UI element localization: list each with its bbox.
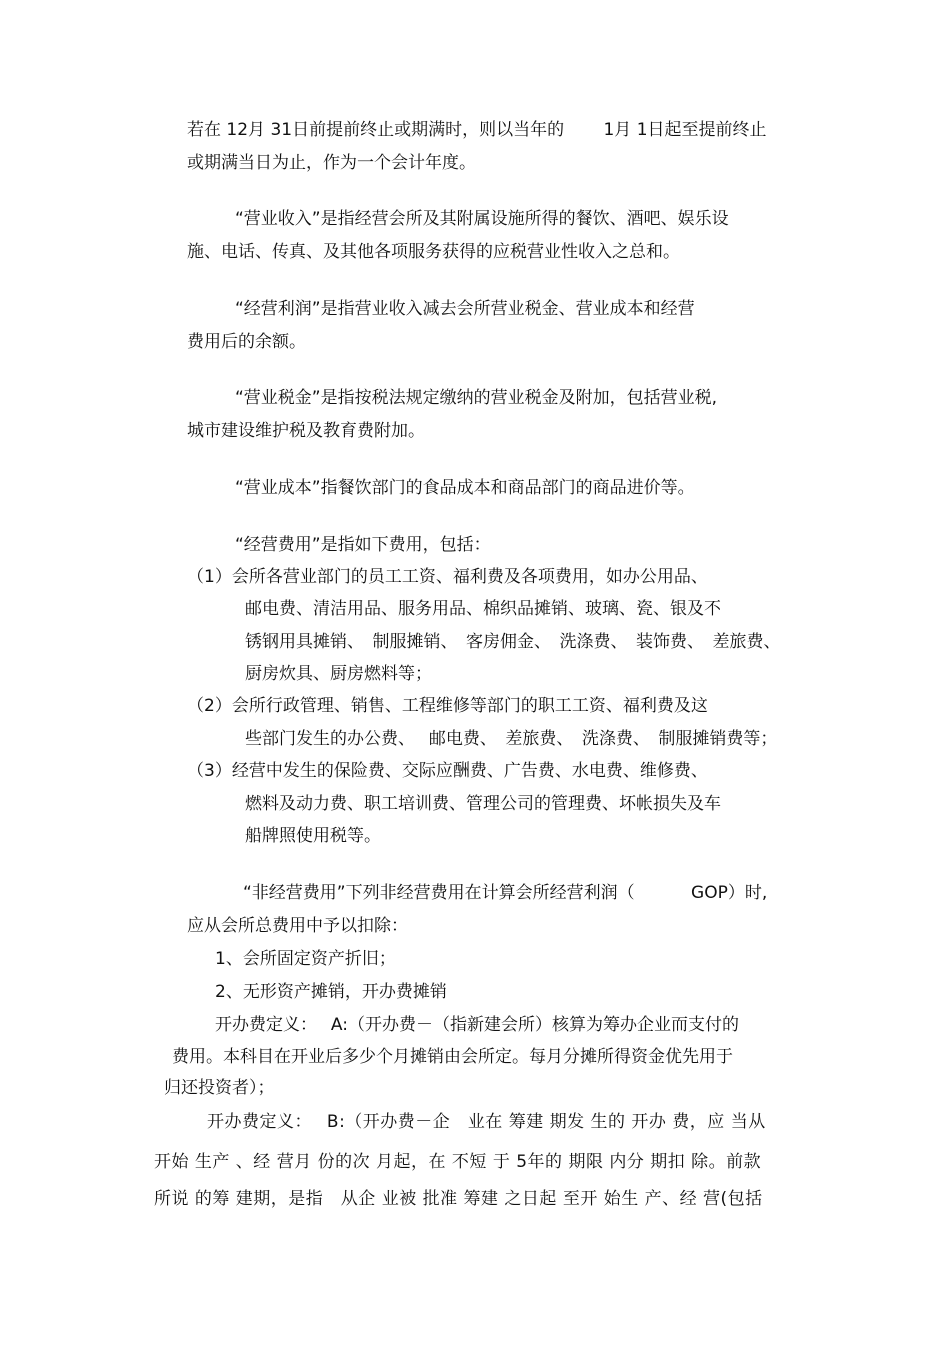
text-line: 锈钢用具摊销、 制服摊销、 客房佣金、 洗涤费、 装饰费、 差旅费、: [245, 632, 781, 652]
text-line: “非经营费用”下列非经营费用在计算会所经营利润（ GOP）时,: [243, 883, 768, 903]
list-item: 1、会所固定资产折旧；: [215, 949, 396, 969]
text-line: 些部门发生的办公费、 邮电费、 差旅费、 洗涤费、 制服摊销费等；: [245, 729, 778, 749]
text-line: 费用。本科目在开业后多少个月摊销由会所定。每月分摊所得资金优先用于: [172, 1047, 733, 1067]
list-item: （1）会所各营业部门的员工工资、福利费及各项费用，如办公用品、: [187, 567, 708, 587]
text-line: 归还投资者）；: [164, 1078, 275, 1098]
list-item: （2）会所行政管理、销售、工程维修等部门的职工工资、福利费及这: [187, 696, 708, 716]
text-line: 开办费定义： A:（开办费－（指新建会所）核算为筹办企业而支付的: [215, 1015, 739, 1035]
text-line: 费用后的余额。: [187, 332, 306, 352]
text-line: “经营利润”是指营业收入减去会所营业税金、营业成本和经营: [235, 299, 695, 319]
text-line: 开始 生产 、经 营月 份的次 月起，在 不短 于 5年的 期限 内分 期扣 除。前款: [154, 1152, 762, 1172]
text-line: 所说 的筹 建期，是指 从企 业被 批准 筹建 之日起 至开 始生 产、经 营(包括: [154, 1189, 763, 1209]
text-line: 城市建设维护税及教育费附加。: [187, 421, 425, 441]
text-line: “营业税金”是指按税法规定缴纳的营业税金及附加，包括营业税,: [235, 388, 718, 408]
list-item: （3）经营中发生的保险费、交际应酬费、广告费、水电费、维修费、: [187, 761, 708, 781]
text-line: 施、电话、传真、及其他各项服务获得的应税营业性收入之总和。: [187, 242, 680, 262]
text-line: 开办费定义： B:（开办费－企 业在 筹建 期发 生的 开办 费，应 当从: [207, 1112, 766, 1132]
text-line: 应从会所总费用中予以扣除：: [187, 916, 408, 936]
text-line: 船牌照使用税等。: [245, 826, 381, 846]
text-line: 燃料及动力费、职工培训费、管理公司的管理费、坏帐损失及车: [245, 794, 721, 814]
text-line: 若在 12月 31日前提前终止或期满时，则以当年的 1月 1日起至提前终止: [187, 120, 767, 140]
text-line: 或期满当日为止，作为一个会计年度。: [187, 153, 476, 173]
text-line: “营业收入”是指经营会所及其附属设施所得的餐饮、酒吧、娱乐设: [235, 209, 729, 229]
text-line: 厨房炊具、厨房燃料等；: [245, 664, 432, 684]
text-line: 邮电费、清洁用品、服务用品、棉织品摊销、玻璃、瓷、银及不: [245, 599, 721, 619]
text-line: “经营费用”是指如下费用，包括：: [235, 535, 491, 555]
text-line: “营业成本”指餐饮部门的食品成本和商品部门的商品进价等。: [235, 478, 695, 498]
list-item: 2、无形资产摊销，开办费摊销: [215, 982, 447, 1002]
